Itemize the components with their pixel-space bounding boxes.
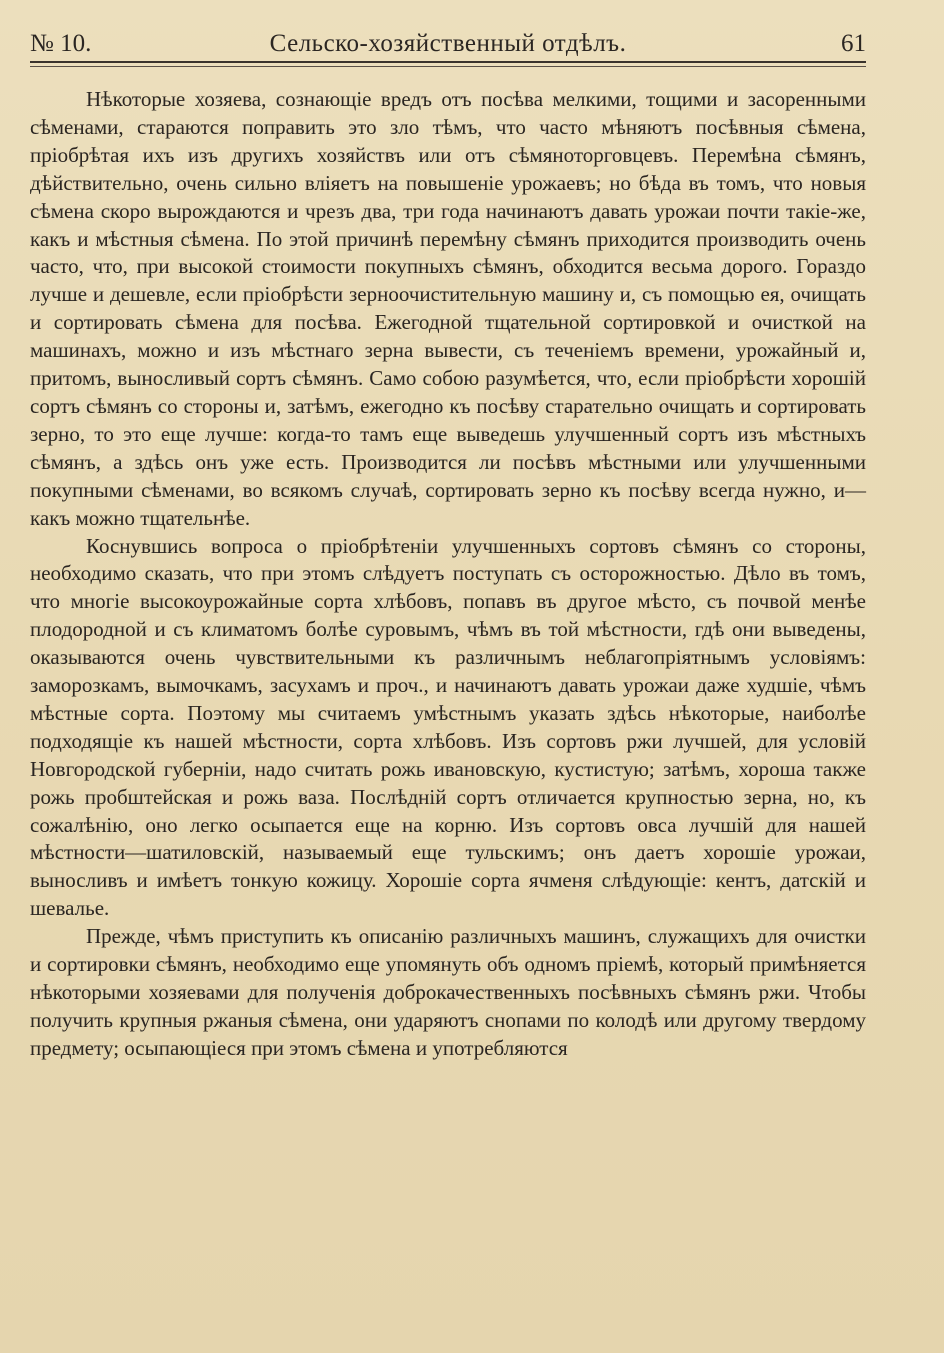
paragraph: Коснувшись вопроса о пріобрѣтеніи улучшенныхъ сортовъ сѣмянъ со стороны, необходимо сказать, что при этомъ слѣдуетъ поступать съ осторожностью. Дѣло въ томъ, что многіе высокоурожайные сорта хлѣбовъ, попавъ въ другое мѣсто, съ почвой менѣе плодородной и съ климатомъ болѣе суровымъ, чѣмъ въ той мѣстности, гдѣ они выведены, оказываются очень чувствительными къ различнымъ неблагопріятнымъ условіямъ: заморозкамъ, вымочкамъ, засухамъ и проч., и начинаютъ давать урожаи даже худшіе, чѣмъ мѣстные сорта. Поэтому мы считаемъ умѣстнымъ указать здѣсь нѣкоторые, наиболѣе подходящіе къ нашей мѣстности, сорта хлѣбовъ. Изъ сортовъ ржи лучшей, для условій Новгородской губерніи, надо считать рожь ивановскую, кустистую; затѣмъ, хороша также рожь пробштейская и рожь ваза. Послѣдній сортъ отличается крупностью зерна, но, къ сожалѣнію, оно легко осыпается еще на корню. Изъ сортовъ овса лучшій для нашей мѣстности—шатиловскій, называемый еще тульскимъ; онъ даетъ хорошіе урожаи, выносливъ и имѣетъ тонкую кожицу. Хорошіе сорта ячменя слѣдующіе: кентъ, датскій и шевалье. xyxy=(30,533,866,921)
running-header xyxy=(30,22,866,62)
page-number: 61 xyxy=(841,30,866,57)
header-rule xyxy=(30,61,866,63)
issue-number: № 10. xyxy=(30,30,92,57)
paragraph: Нѣкоторые хозяева, сознающіе вредъ отъ посѣва мелкими, тощими и засоренными сѣменами, стараются поправить это зло тѣмъ, что часто мѣняютъ посѣвныя сѣмена, пріобрѣтая ихъ изъ другихъ хозяйствъ или отъ сѣмяноторговцевъ. Перемѣна сѣмянъ, дѣйствительно, очень сильно вліяетъ на повышеніе урожаевъ; но бѣда въ томъ, что новыя сѣмена скоро вырождаются и чрезъ два, три года начинаютъ давать урожаи почти такіе-же, какъ и мѣстныя сѣмена. По этой причинѣ перемѣну сѣмянъ приходится производить очень часто, что, при высокой стоимости покупныхъ сѣмянъ, обходится весьма дорого. Гораздо лучше и дешевле, если пріобрѣсти зерноочистительную машину и, съ помощью ея, очищать и сортировать сѣмена для посѣва. Ежегодной тщательной сортировкой и очисткой на машинахъ, можно и изъ мѣстнаго зерна вывести, съ теченіемъ времени, урожайный и, притомъ, выносливый сортъ сѣмянъ. Само собою разумѣется, что, если пріобрѣсти хорошій сортъ сѣмянъ со стороны и, затѣмъ, ежегодно къ посѣву старательно очищать и сортировать зерно, то это еще лучше: когда-то тамъ еще выведешь улучшенный сортъ изъ мѣстныхъ сѣмянъ, а здѣсь онъ уже есть. Производится ли посѣвъ мѣстными или улучшенными покупными сѣменами, во всякомъ случаѣ, сортировать зерно къ посѣву всегда нужно, и—какъ можно тщательнѣе. xyxy=(30,87,866,530)
page-body xyxy=(30,86,866,1063)
section-title: Сельско-хозяйственный отдѣлъ. xyxy=(269,30,627,57)
paragraph: Прежде, чѣмъ приступить къ описанію различныхъ машинъ, служащихъ для очистки и сортировки сѣмянъ, необходимо еще упомянуть объ одномъ пріемѣ, который примѣняется нѣкоторыми хозяевами для полученія доброкачественныхъ посѣвныхъ сѣмянъ ржи. Чтобы получить крупныя ржаныя сѣмена, они ударяютъ снопами по колодѣ или другому твердому предмету; осыпающіеся при этомъ сѣмена и употребляются xyxy=(30,924,866,1060)
header-rule-thin xyxy=(30,66,866,67)
